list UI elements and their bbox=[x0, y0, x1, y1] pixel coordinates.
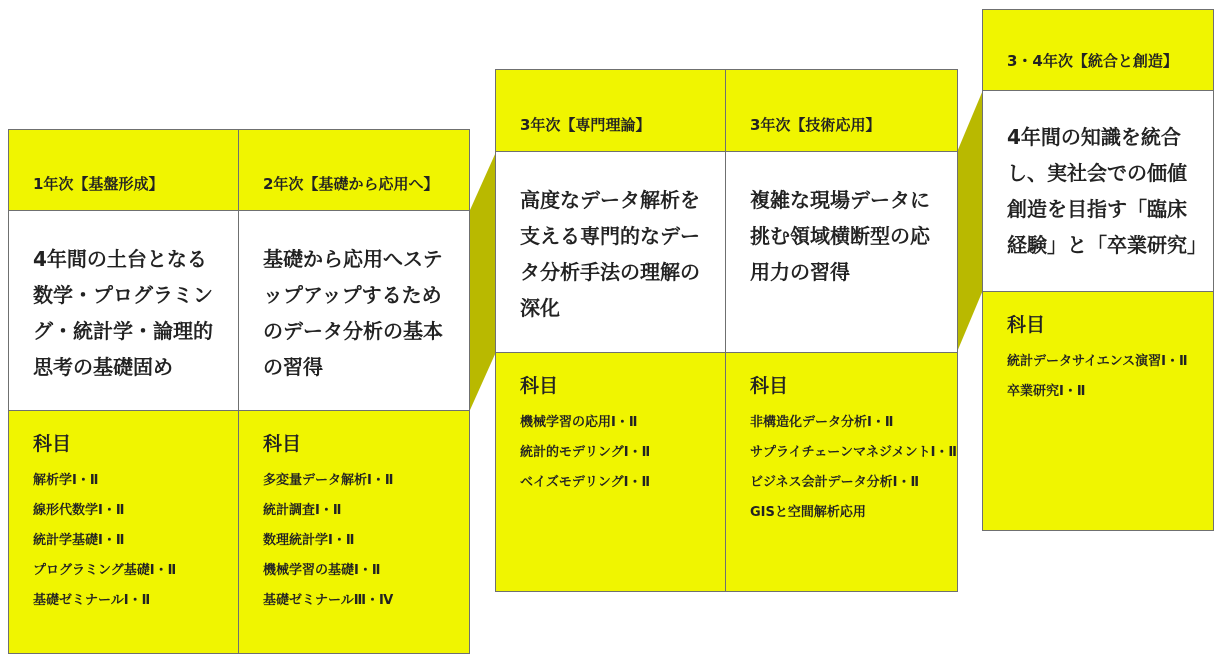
stage-2-subjects bbox=[238, 410, 470, 654]
stage-3-header bbox=[495, 69, 726, 152]
subject-item: 解析学Ⅰ・Ⅱ bbox=[33, 473, 99, 488]
subject-item: 基礎ゼミナールⅠ・Ⅱ bbox=[33, 593, 151, 608]
subject-item: サプライチェーンマネジメントⅠ・Ⅱ bbox=[750, 445, 957, 460]
subject-item: GISと空間解析応用 bbox=[750, 505, 866, 520]
subject-item: プログラミング基礎Ⅰ・Ⅱ bbox=[33, 563, 177, 578]
stage-2-description-text: 基礎から応用へステップアップするためのデータ分析の基本の習得 bbox=[263, 247, 443, 379]
stage-5-header-text: 3・4年次【統合と創造】 bbox=[1007, 52, 1178, 70]
stage-4-header-text: 3年次【技術応用】 bbox=[750, 116, 881, 134]
stage-2-subjects-title: 科目 bbox=[263, 433, 302, 455]
stage-3-header-text: 3年次【専門理論】 bbox=[520, 116, 651, 134]
stage-1-description-text: 4年間の土台となる数学・プログラミング・統計学・論理的思考の基礎固め bbox=[33, 247, 213, 379]
subject-item: 卒業研究Ⅰ・Ⅱ bbox=[1007, 384, 1086, 399]
subject-item: ビジネス会計データ分析Ⅰ・Ⅱ bbox=[750, 475, 920, 490]
stage-2-header-text: 2年次【基礎から応用へ】 bbox=[263, 175, 439, 193]
stage-1-header bbox=[8, 129, 239, 211]
stage-5-description-text: 4年間の知識を統合し、実社会での価値創造を目指す「臨床経験」と「卒業研究」 bbox=[1007, 125, 1207, 257]
subject-item: 統計的モデリングⅠ・Ⅱ bbox=[520, 445, 651, 460]
stage-5-header bbox=[982, 9, 1214, 91]
stage-5-description bbox=[982, 90, 1214, 292]
subject-item: 機械学習の基礎Ⅰ・Ⅱ bbox=[263, 563, 381, 578]
stage-3-subjects bbox=[495, 352, 726, 592]
stage-3-description-text: 高度なデータ解析を支える専門的なデータ分析手法の理解の深化 bbox=[520, 188, 700, 320]
stage-4-description-text: 複雑な現場データに挑む領域横断型の応用力の習得 bbox=[750, 188, 930, 284]
stage-5-subjects bbox=[982, 291, 1214, 531]
subject-item: 基礎ゼミナールⅢ・Ⅳ bbox=[263, 593, 394, 608]
stage-1-subjects bbox=[8, 410, 239, 654]
stage-4-description bbox=[725, 151, 958, 353]
subject-item: 線形代数学Ⅰ・Ⅱ bbox=[33, 503, 125, 518]
subject-item: 数理統計学Ⅰ・Ⅱ bbox=[263, 533, 355, 548]
subject-item: 多変量データ解析Ⅰ・Ⅱ bbox=[263, 473, 394, 488]
stage-3-description bbox=[495, 151, 726, 353]
stage-4-subjects-title: 科目 bbox=[750, 375, 789, 397]
subject-item: 統計調査Ⅰ・Ⅱ bbox=[263, 503, 342, 518]
connector-3-4 bbox=[957, 90, 983, 352]
stage-2-description bbox=[238, 210, 470, 411]
subject-item: 統計学基礎Ⅰ・Ⅱ bbox=[33, 533, 125, 548]
subject-item: 機械学習の応用Ⅰ・Ⅱ bbox=[520, 415, 638, 430]
stage-3-subjects-title: 科目 bbox=[520, 375, 559, 397]
subject-item: 非構造化データ分析Ⅰ・Ⅱ bbox=[750, 415, 894, 430]
stage-1-description bbox=[8, 210, 239, 411]
connector-2-3 bbox=[470, 152, 496, 410]
stage-2-header bbox=[238, 129, 470, 211]
subject-item: ベイズモデリングⅠ・Ⅱ bbox=[520, 475, 651, 490]
stage-5-subjects-title: 科目 bbox=[1007, 314, 1046, 336]
stage-4-subjects bbox=[725, 352, 958, 592]
stage-4-header bbox=[725, 69, 958, 152]
subject-item: 統計データサイエンス演習Ⅰ・Ⅱ bbox=[1007, 354, 1188, 369]
stage-1-subjects-title: 科目 bbox=[33, 433, 72, 455]
stage-1-header-text: 1年次【基盤形成】 bbox=[33, 175, 164, 193]
